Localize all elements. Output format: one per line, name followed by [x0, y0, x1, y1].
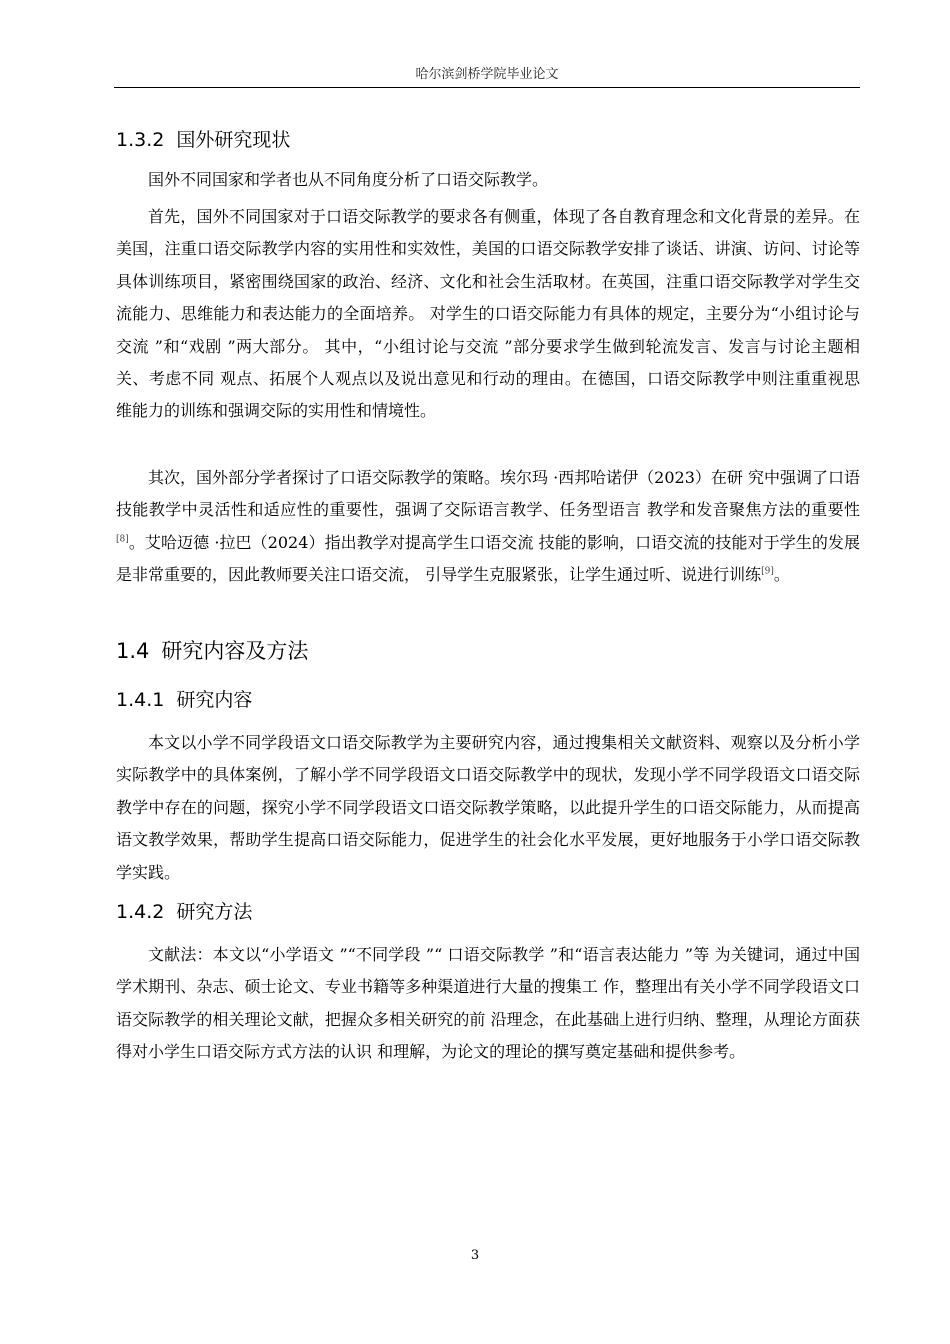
citation-9: [9]	[761, 566, 774, 577]
section-heading-1-4-1	[116, 687, 252, 713]
section-title: 国外研究现状	[176, 129, 291, 151]
paragraph-research-content: 本文以小学不同学段语文口语交际教学为主要研究内容，通过搜集相关文献资料、观察以及分析小学实际教学中的具体案例，了解小学不同学段语文口语交际教学中的现状，发现小学不同学段语文口语交际教学中存在的问题，探究小学不同学段语文口语交际教学策略，以此提升学生的口语交际能力，从而提高语文教学效果，帮助学生提高口语交际能力，促进学生的社会化水平发展，更好地服务于小学口语交际教学实践。	[116, 733, 860, 882]
running-header: 哈尔滨剑桥学院毕业论文	[415, 67, 559, 82]
section-number: 1.3.2	[116, 129, 165, 151]
header-divider	[114, 87, 860, 88]
paragraph-scholars-text-2: 。艾哈迈德 ·拉巴（2024）指出教学对提高学生口语交流 技能的影响，口语交流的技能对于学生的发展是非常重要的，因此教师要关注口语交流， 引导学生克服紧张，让学生通过听、说进行训练	[116, 532, 860, 585]
page-number: 3	[470, 1248, 480, 1263]
section-heading-1-3-2	[116, 127, 290, 153]
section-title: 研究内容	[176, 689, 253, 711]
section-title: 研究内容及方法	[161, 639, 309, 663]
citation-8: [8]	[116, 534, 129, 545]
paragraph-scholars	[116, 462, 860, 592]
paragraph-research-methods: 文献法：本文以“小学语文 ”“不同学段 ”“ 口语交际教学 ”和“语言表达能力 ”等 为关键词，通过中国学术期刊、杂志、硕士论文、专业书籍等多种渠道进行大量的搜集工 作，整理出有关小学不同学段语文口语交际教学的相关理论文献，把握众多相关研究的前 沿理念，在此基础上进行归纳、整理，从理论方面获得对小学生口语交际方式方法的认识 和理解，为论文的理论的撰写奠定基础和提供参考。	[116, 945, 860, 1062]
section-number: 1.4.1	[116, 689, 165, 711]
section-number: 1.4.2	[116, 901, 165, 923]
section-heading-1-4-2	[116, 899, 252, 925]
paragraph-scholars-text-1: 其次，国外部分学者探讨了口语交际教学的策略。埃尔玛 ·西邦哈诺伊（2023）在研 究中强调了口语技能教学中灵活性和适应性的重要性，强调了交际语言教学、任务型语言 教学和发音聚焦方法的重要性	[116, 468, 860, 520]
paragraph-countries: 首先，国外不同国家对于口语交际教学的要求各有侧重，体现了各自教育理念和文化背景的差异。在美国，注重口语交际教学内容的实用性和实效性，美国的口语交际教学安排了谈话、讲演、访问、讨论等具体训练项目，紧密围绕国家的政治、经济、文化和社会生活取材。在英国，注重口语交际教学对学生交流能力、思维能力和表达能力的全面培养。 对学生的口语交际能力有具体的规定，主要分为“小组讨论与交流 ”和“戏剧 ”两大部分。 其中，“小组讨论与交流 ”部分要求学生做到轮流发言、发言与讨论主题相关、考虑不同 观点、拓展个人观点以及说出意见和行动的理由。在德国，口语交际教学中则注重重视思 维能力的训练和强调交际的实用性和情境性。	[116, 207, 860, 421]
section-heading-1-4	[116, 637, 308, 665]
paragraph-intro: 国外不同国家和学者也从不同角度分析了口语交际教学。	[148, 170, 549, 189]
section-title: 研究方法	[176, 901, 253, 923]
section-number: 1.4	[116, 639, 150, 663]
paragraph-scholars-text-3: 。	[773, 565, 790, 585]
